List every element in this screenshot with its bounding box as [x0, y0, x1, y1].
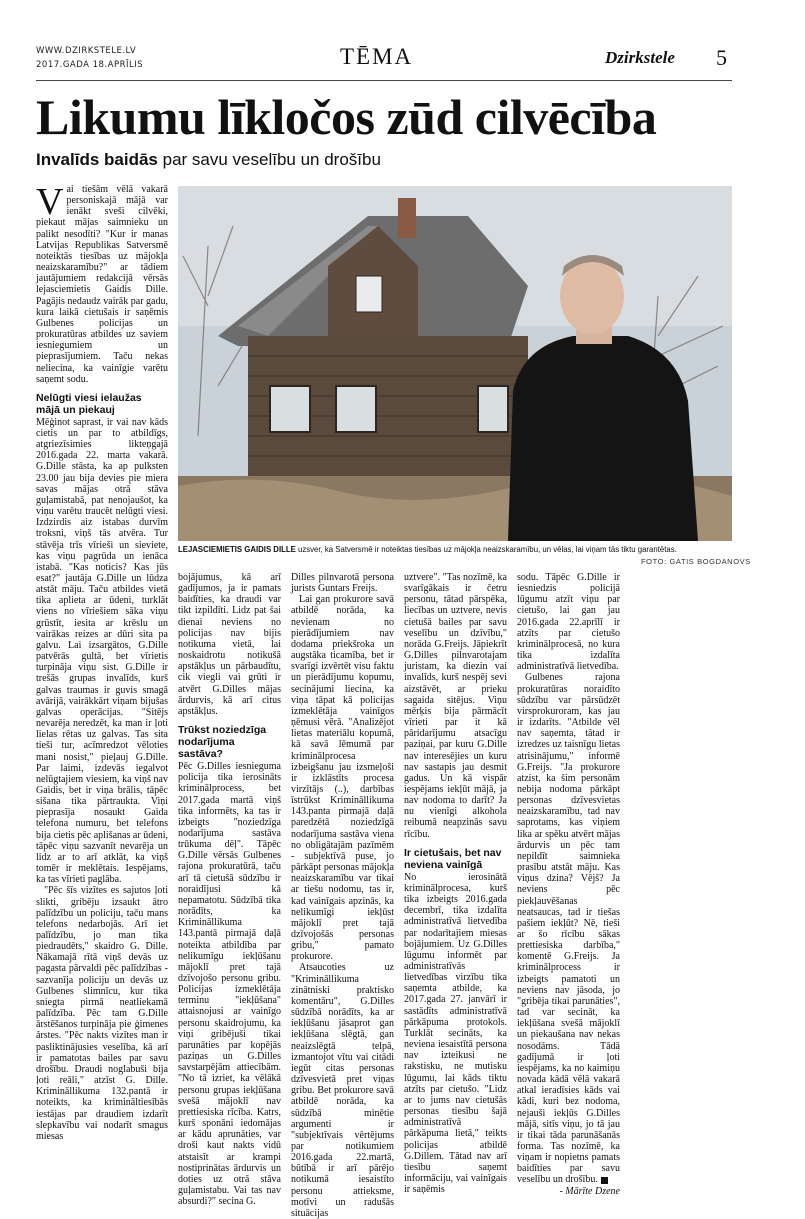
column-4	[404, 572, 507, 1196]
subheadline-bold: Invalīds baidās	[36, 150, 158, 169]
dropcap: V	[36, 181, 64, 223]
column-3	[291, 572, 394, 1219]
subheading-1: Nelūgti viesi ielaužas mājā un piekauj	[36, 391, 142, 416]
house-and-man-illustration	[178, 186, 732, 541]
photo-credit: FOTO: GATIS BOGDANOVS	[641, 557, 751, 566]
end-mark-icon	[601, 1177, 608, 1184]
paragraph: No ierosinātā kriminālprocesa, kurš tika izbeigts 2016.gada decembrī, tika izdalīta administratīvā lietvedība par nodarītajiem miesas bojājumiem. Uz G.Dilles lūgumu informēt par administratīvās lietvedības virzību tika saņemta atbilde, ka 2017.gada 27. janvārī ir sastādīts administratīvā pārkāpuma protokols. Turklāt secināts, ka neviena iesaistītā persona nav izteikusi ne rakstisku, ne mutisku lūgumu, lai kāds tiktu atzīts par cietušo. "Lidz ar to jums nav cietušās personas tiesību šajā administratīvā pārkāpuma lietā," teikts policijas atbildē G.Dillem. Tātad nav arī tiesību saņemt informāciju, vai vainīgais ir saņēmis	[404, 871, 507, 1196]
headline: Likumu līkločos zūd cilvēcība	[36, 89, 657, 145]
paragraph: Atsaucoties uz "Krimināllikuma zinātniski praktisko komentāru", G.Dilles sūdzībā norādīts, ka ar iekļūšanu jāsaprot gan iekļūšana slēgtā, gan neaizslēgtā telpā, izmantojot vītu vai citādi iegūt citas personas dzīvesvietā pret viņas gribu. Bet prokurore savā atbildē norāda, ka sūdzībā minētie argumenti ir "subjektīvais vērtējums par notikumiem 2016.gada 22.martā, būtībā ir arī pārējo notikumā iesaistīto personu attieksme, motīvi un radušās situācijas	[291, 962, 394, 1219]
closing-paragraph: Gulbenes rajona prokuratūras noraidīto sūdzību var pārsūdzēt virsprokuroram, kas jau ir izdarīts. "Atbilde vēl nav saņemta, tātad ir izredzes uz taisnīgu lietas atrisinājumu," informē G.Freijs. "Ja prokurore atzist, ka šim personām nebija nodoma pārkāpt personas dzīvesvietas neaizskaramību, tad nav saprotams, kas viņiem lika ar spēku atvērt mājas ārdurvis un pēc tam nepildīt saimnieka prasību atstāt māju. Kas viņus dzina? Vējš? Ja neviens pēc piekļauvēšanas neatsaucas, tad ir tiešas pašiem iekļūt? Nē, tieši ar šo rīcību sākas prettiesiska darbība," komentē G.Freijs. Ja kriminālprocess ir izbeigts pamatoti un neviens nav jāsoda, jo "gribēja tikai parunāties", tad var secināt, ka iekļūšana svešā mājoklī un piekaušana nav nekas nosodāms. Tādā gadījumā ir ļoti iespējams, ka no kaimiņu novada kādā vēlā vakarā atkal ieradīsies kāds vai kādi, kuri bez nodoma, nejauši iekļūs G.Dilles mājā, sitīs viņu, jo tā jau ir tikai tāda parunāšanās forma. Tas nozīmē, ka viņam ir nopietns pamats baidīties par savu veselību un drošību.	[517, 672, 620, 1186]
paragraph: Pēc G.Dilles iesnieguma policija tika ierosināts kriminālprocess, bet 2017.gada martā viņš tika informēts, ka tas ir izbeigts "noziedzīga nodarījuma sastāva trūkuma dēļ". Tāpēc G.Dille vērsās Gulbenes rajona prokuratūrā, taču arī tā cietušā sūdzību ir noraidījusi kā nepamatotu. Sūdzībā tika norādīts, ka Krimināllikuma 143.pantā pirmajā daļā noteikta atbildība par nelikumīgu iekļūšanu mājoklī pret tajā dzīvojošo personu gribu. Policijas izmeklētāja terminu "iekļūšana" attaisnojusi ar vainīgo personu skaidrojumu, ka viņi gribējuši tikai parunāties par kopējās paziņas un G.Dilles savstarpējām attiecībām. "No tā izriet, ka vēlākā personu grupas iekļūšana svešā mājoklī nav prettiesiska rīcība. Katrs, kurš sponāni iedomājas ar kādu aprunāties, var droši kaut nakts vidū atstaisīt ar krampi nostiprinātas ārdurvis un doties uz otrā stāva guļamistabu. Vai tas nav absurdi?" secina G.	[178, 761, 281, 1208]
issue-date: 2017.GADA 18.APRĪLIS	[36, 60, 144, 70]
column-2	[178, 572, 281, 1208]
caption-rest: uzsver, ka Satversmē ir noteiktas tiesības uz mājokļa neaizskaramību, un vēlas, lai viņam tās tiktu garantētas.	[295, 545, 677, 554]
subheading-3: Ir cietušais, bet nav neviena vainīgā	[404, 846, 502, 871]
paragraph: Dilles pilnvarotā persona jurists Guntars Freijs.	[291, 572, 394, 595]
header-rule	[36, 80, 732, 81]
caption-bold: LEJASCIEMIETIS GAIDIS DILLE	[178, 545, 296, 554]
paragraph: bojājumus, kā arī gadījumos, ja ir pamats baidīties, ka draudi var tikt izpildīti. Lidz pat šai dienai neviens no policijas nav bijis notikuma vietā, lai noskaidrotu notikušā apstākļus un pārbaudītu, cik viegli vai grūti ir atvērt G.Dilles mājas ārdurvis, kā arī citus apstākļus.	[178, 572, 281, 717]
article-photo	[178, 186, 732, 541]
paragraph: uztvere". "Tas nozīmē, ka svarīgākais ir četru personu, tātad pārspēka, liecības un uztvere, nevis cietušā bailes par savu veselību un dzīvību," norāda G.Freijs. Jāpiekrīt G.Dilles pilnvarotajam juristam, ka diezin vai invalīds, kurš nespēj sevi aizstāvēt, ar prieku sagaida sitējus. Viņu mērķis bija pārmācīt vīrieti par it kā pāridarījumu atsacīgu paziņai, par kuru G.Dille nav interesējies un kuru nav sastapis jau desmit gadus. Un kā vispār iespējams iekļūt mājā, ja nav nodoma to darīt? Ja nu vienīgi alkohola reibumā neapzinās savu rīcību.	[404, 572, 507, 840]
intro-paragraph: ai tiešām vēlā vakarā personiskajā mājā var ienākt sveši cilvēki, piekaut mājas saimnieku un palikt nesodīti? "Kur ir manas Latvijas Republikas Satversmē noteiktās tiesības uz mājokļa neaizskaramību?" ar tādiem jautājumiem redakcijā vērsās lejasciemietis Gaidis Dille. Pagājis nedaudz vairāk par gadu, kura laikā cietušais ir saņēmis Gulbenes policijas un prokuratūras atbildes uz saviem iesniegumiem un pieprasījumiem. Taču nekas neliecina, ka vainīgie varētu saņemt sodu.	[36, 184, 168, 385]
newspaper-brand: Dzirkstele	[605, 48, 675, 67]
page-number: 5	[716, 45, 727, 70]
subheadline-rest: par savu veselību un drošību	[157, 150, 381, 169]
subheadline	[36, 150, 381, 170]
site-url[interactable]: WWW.DZIRKSTELE.LV	[36, 46, 137, 56]
paragraph: "Pēc šīs vizītes es sajutos ļoti slikti, gribēju izsaukt ātro palīdzību un policiju, taču mans telefons nedarbojās. Arī iet palīdzību, jo man tika piedraudēts," skaidro G. Dille. Nākamajā rītā viņš devās uz pagasta pārvaldi pēc palīdzības - sazvanīja policiju un devās uz Gulbenes slimnīcu, kur tika sniegta pirmā neatliekamā palīdzība. Pēc tam G.Dille ārstēšanos turpināja pie ģimenes ārstes. "Pēc nakts vizītes man ir pasliktinājusies veselība, kā arī ir pamatotas bailes par savu drošību. Draudi noglabuši bija ļoti reāli," atzīst G. Dille. Krimināllikuma 132.pantā ir noteikts, ka krimināltiesībās iestājas par draudiem izdarīt slepkavību vai nodarīt smagus miesas	[36, 885, 168, 1142]
paragraph: Lai gan prokurore savā atbildē norāda, ka nevienam no pierādījumiem nav dodama priekšroka un augstāka ticamība, bet ir svarīgi izvērtēt visu faktu un pierādījumu kopumu, secinājumi liecina, ka viņa tāpat kā policijas izmeklētāja vainīgos ņēmusi vērā. "Analizējot lietas materiālu kopumā, kā savā lēmumā par kriminālprocesa izbeigšanu jau izsmeļoši ir izklāstīts procesa virzītājs (..), darbības īstrūkst Krimināllikuma 143.panta pirmajā daļā paredzētā noziedzīgā nodarījuma sastāva viena no obligātajām pazīmēm - subjektīvā puse, jo pārkāpt personas mājokļa neaizskaramību var tikai ar tiešu nodomu, tas ir, kad vainīgais apzinās, ka nelikumīgi iekļūst mājoklī pret tajā dzīvojošās personas gribu," pamato prokurore.	[291, 594, 394, 963]
subheading-2: Trūkst noziedzīga nodarījuma sastāva?	[178, 724, 267, 761]
paragraph	[517, 672, 620, 1185]
column-1	[36, 181, 168, 1142]
author-signature: - Mārīte Dzene	[559, 1185, 620, 1197]
column-5	[517, 572, 620, 1197]
paragraph: Mēģinot saprast, ir vai nav kāds cietis un par to atbildīgs, atgriezīsimies likteņgajā 2016.gada 22. marta vakarā. G.Dille stāsta, ka ap pulksten 23.00 jau bija devies pie miera savas mājas otrā stāva guļamistabā, pat nenojaušot, ka viņu varētu traucēt nelūgti viesi. Izdzirdis aiz istabas durvīm troksni, viņš tās atvēra. Tur stāvēja trīs vīrieši un sieviete, kas viņu pagrūda un ienāca istabā. "Kas noticis? Kas jūs esat?" jautāja G.Dille un lūdza atstāt māju. Taču atbildes vietā tika aplieta ar ūdeni, turklāt viens no vīriešiem sāka viņu grūstīt, iesita ar krēslu un vairākas reizes ar dūri sita pa galvu. Lai izsargātos, G.Dille patvērās gultā, bet vīrietis turpināja viņu sist. G.Dille ir trešās grupas invalīds, kurš galvas traumas ir guvis smagā avārijā, vairākkārt viņam bijušas galvas operācijas. "Sitējs nevarēja neredzēt, ka man ir ļoti lielas rētas uz galvas. Tas sita tieši tur, acīmredzot vēloties mani nosist," pieļauj G.Dille. Par laimi, izdevās iegalvot nelūgtajiem viesiem, ka viņš nav Gaidis, bet ir viņa brālis, tāpēc sišana tika pārtraukta. Viņi pieprasīja nosaukt Gaida telefona numuru, bet telefons bija cietis pēc aplišanas ar ūdeni, tāpēc viņu sazvanīt nevarēja un lidz ar to arī atklāt, ka viņš tomēr ir meklētais. Iespējams, ka tas vīrieti paglāba.	[36, 416, 168, 886]
page-header	[36, 44, 732, 80]
photo-caption	[178, 545, 732, 554]
paragraph: sodu. Tāpēc G.Dille ir iesniedzis policijā lūgumu atzīt viņu par cietušo, lai gan jau 2016.gada 22.aprīlī ir atzīts par cietušo kriminālprocesā, no kura tika izdalīta administratīvā lietvedība.	[517, 572, 620, 673]
section-title: TĒMA	[340, 44, 414, 69]
